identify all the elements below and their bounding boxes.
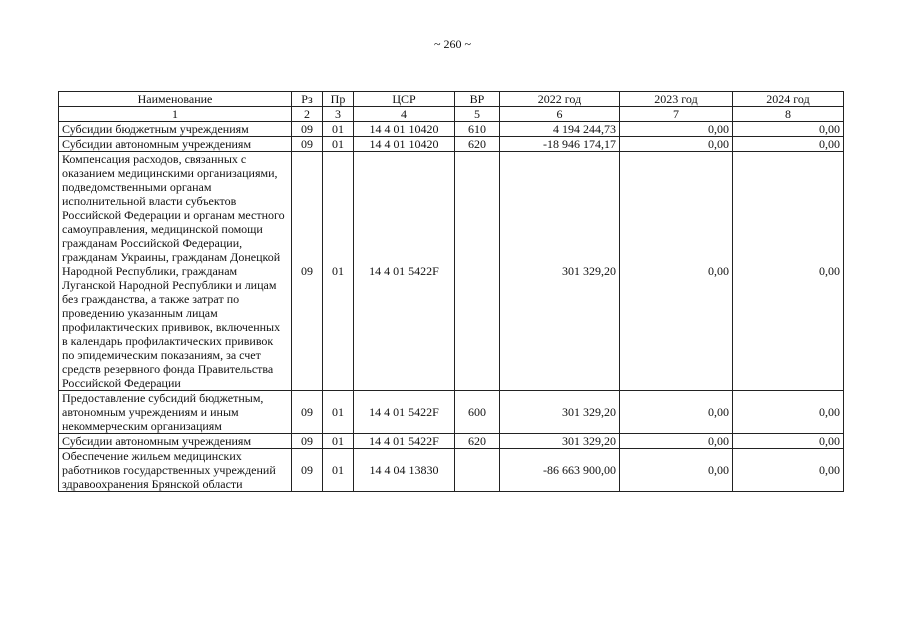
row-vr: 610 (455, 122, 500, 137)
row-2022: 4 194 244,73 (500, 122, 620, 137)
row-name: Субсидии бюджетным учреждениям (59, 122, 292, 137)
row-2023: 0,00 (620, 137, 733, 152)
header-2024: 2024 год (733, 92, 844, 107)
header-2023: 2023 год (620, 92, 733, 107)
header-row (59, 92, 844, 107)
table-row (59, 449, 844, 492)
row-pr: 01 (323, 152, 354, 391)
row-2024: 0,00 (733, 434, 844, 449)
row-2024: 0,00 (733, 137, 844, 152)
header-rz: Рз (292, 92, 323, 107)
row-name: Обеспечение жильем медицинских работников государственных учреждений здравоохранения Брянской области (59, 449, 292, 492)
row-csr: 14 4 01 5422F (354, 152, 455, 391)
table-row (59, 434, 844, 449)
row-vr (455, 449, 500, 492)
row-2022: 301 329,20 (500, 391, 620, 434)
table-row (59, 391, 844, 434)
row-pr: 01 (323, 122, 354, 137)
row-csr: 14 4 04 13830 (354, 449, 455, 492)
header-csr: ЦСР (354, 92, 455, 107)
row-name: Субсидии автономным учреждениям (59, 434, 292, 449)
row-pr: 01 (323, 434, 354, 449)
row-rz: 09 (292, 137, 323, 152)
row-vr (455, 152, 500, 391)
header-pr: Пр (323, 92, 354, 107)
row-2024: 0,00 (733, 391, 844, 434)
row-pr: 01 (323, 449, 354, 492)
row-pr: 01 (323, 391, 354, 434)
header-name: Наименование (59, 92, 292, 107)
row-name: Предоставление субсидий бюджетным, автономным учреждениям и иным некоммерческим организациям (59, 391, 292, 434)
row-rz: 09 (292, 391, 323, 434)
table-row (59, 122, 844, 137)
row-csr: 14 4 01 10420 (354, 137, 455, 152)
row-2024: 0,00 (733, 152, 844, 391)
row-2023: 0,00 (620, 122, 733, 137)
row-vr: 620 (455, 137, 500, 152)
row-csr: 14 4 01 5422F (354, 434, 455, 449)
row-name: Компенсация расходов, связанных с оказанием медицинскими организациями, подведомственными органам исполнительной власти субъектов Российской Федерации и органам местного самоуправления, медицинской помощи гражданам Российской Федерации, гражданам Украины, гражданам Донецкой Народной Республики, гражданам Луганской Народной Республики и лицам без гражданства, а также затрат по проведению указанным лицам профилактических прививок, включенных в календарь профилактических прививок по эпидемическим показаниям, за счет средств резервного фонда Правительства Российской Федерации (59, 152, 292, 391)
table-row (59, 137, 844, 152)
column-number: 5 (455, 107, 500, 122)
row-2022: 301 329,20 (500, 434, 620, 449)
row-2022: 301 329,20 (500, 152, 620, 391)
row-rz: 09 (292, 152, 323, 391)
row-2024: 0,00 (733, 449, 844, 492)
row-2023: 0,00 (620, 391, 733, 434)
column-number: 6 (500, 107, 620, 122)
row-vr: 620 (455, 434, 500, 449)
header-vr: ВР (455, 92, 500, 107)
budget-table (58, 91, 844, 492)
column-number: 8 (733, 107, 844, 122)
row-2022: -86 663 900,00 (500, 449, 620, 492)
row-rz: 09 (292, 449, 323, 492)
row-2023: 0,00 (620, 152, 733, 391)
row-rz: 09 (292, 122, 323, 137)
column-number: 2 (292, 107, 323, 122)
row-name: Субсидии автономным учреждениям (59, 137, 292, 152)
row-2022: -18 946 174,17 (500, 137, 620, 152)
row-pr: 01 (323, 137, 354, 152)
row-csr: 14 4 01 5422F (354, 391, 455, 434)
row-2023: 0,00 (620, 434, 733, 449)
row-vr: 600 (455, 391, 500, 434)
column-numbers-row (59, 107, 844, 122)
column-number: 7 (620, 107, 733, 122)
page-number: ~ 260 ~ (434, 37, 471, 51)
column-number: 1 (59, 107, 292, 122)
row-rz: 09 (292, 434, 323, 449)
column-number: 4 (354, 107, 455, 122)
row-2024: 0,00 (733, 122, 844, 137)
row-2023: 0,00 (620, 449, 733, 492)
row-csr: 14 4 01 10420 (354, 122, 455, 137)
table-row (59, 152, 844, 391)
column-number: 3 (323, 107, 354, 122)
header-2022: 2022 год (500, 92, 620, 107)
